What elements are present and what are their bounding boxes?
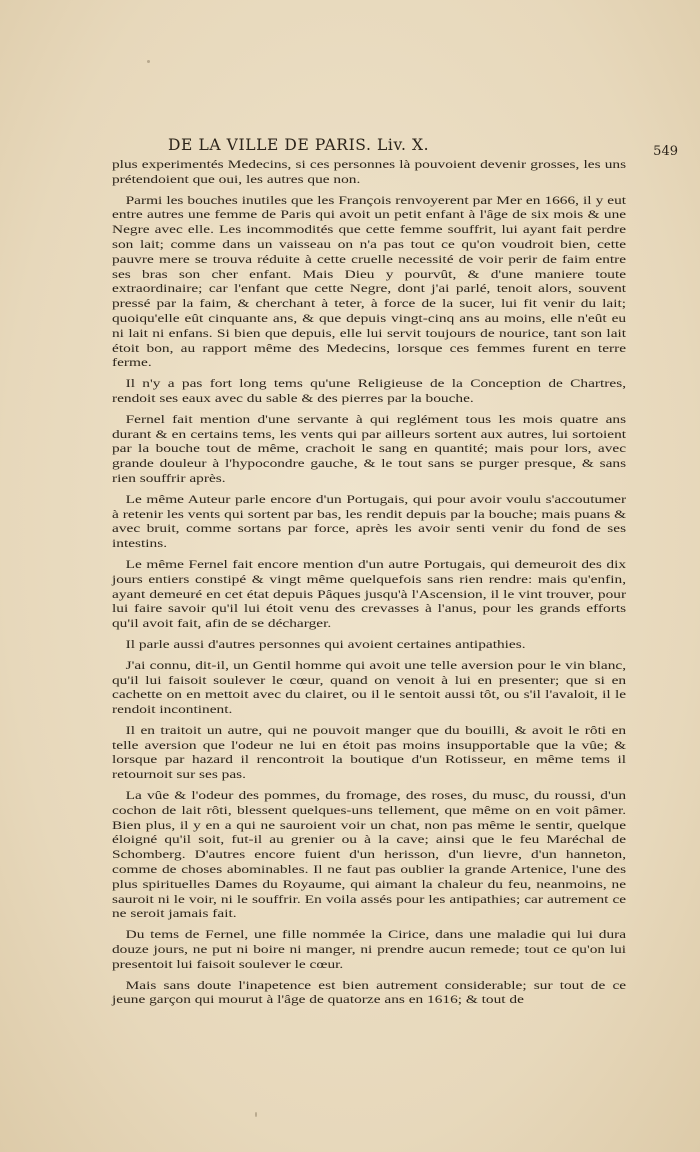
paragraph: La vûe & l'odeur des pommes, du fromage, des roses, du musc, du roussi, d'un cochon de lait rôti, blessent quelques-uns tellement, que même on en voit pâmer. Bien plus, il y en a qui ne sauroient voir un chat, non pas même le sentir, quelque éloigné qu'il soit, fut-il au grenier ou à la cave; ainsi que le feu Maréchal de Schomberg. D'autres encore fuient d'un herisson, d'un lievre, d'un hanneton, comme de choses abominables. Il ne faut pas oublier la grande Artenice, l'une des plus spirituelles Dames du Royaume, qui aimant la chaleur du feu, neanmoins, ne sauroit ni le voir, ni le souffrir. En voila assés pour les antipathies; car autrement ce ne seroit jamais fait. [112, 790, 627, 921]
body-text [112, 158, 626, 1014]
paper-speck [255, 1112, 257, 1117]
paragraph: Il en traitoit un autre, qui ne pouvoit manger que du bouilli, & avoit le rôti en telle aversion que l'odeur ne lui en étoit pas moins insupportable que la vûe; & lorsque par hazard il rencontroit la boutique d'un Rotisseur, en même tems il retournoit sur ses pas. [112, 724, 627, 782]
paragraph: Il n'y a pas fort long tems qu'une Religieuse de la Conception de Chartres, rendoit ses eaux avec du sable & des pierres par la bouche. [112, 378, 627, 405]
running-title: DE LA VILLE DE PARIS. Liv. X. [168, 136, 430, 154]
paragraph: Le même Auteur parle encore d'un Portugais, qui pour avoir voulu s'accoutumer à retenir les vents qui sortent par bas, les rendit depuis par la bouche; mais puans & avec bruit, comme sortans par force, après les avoir senti venir du fond de ses intestins. [112, 493, 627, 551]
page-number: 549 [653, 144, 678, 159]
paragraph: J'ai connu, dit-il, un Gentil homme qui avoit une telle aversion pour le vin blanc, qu'il lui faisoit soulever le cœur, quand on venoit à lui en presenter; que si en cachette on en mettoit avec du clairet, ou il le sentoit aussi tôt, ou s'il l'avaloit, il le rendoit incontinent. [112, 659, 627, 717]
paragraph: Il parle aussi d'autres personnes qui avoient certaines antipathies. [125, 638, 526, 651]
paragraph: plus experimentés Medecins, si ces personnes là pouvoient devenir grosses, les uns prétendoient que oui, les autres que non. [112, 159, 627, 186]
page-header [168, 136, 678, 158]
paragraph: Fernel fait mention d'une servante à qui reglément tous les mois quatre ans durant & en certains tems, les vents qui par ailleurs sortent aux autres, lui sortoient par la bouche tout de même, crachoit le sang en quantité; mais pour lors, avec grande douleur à l'hypocondre gauche, & le tout sans se purger presque, & sans rien souffrir après. [112, 413, 627, 485]
paragraph: Du tems de Fernel, une fille nommée la Cirice, dans une maladie qui lui dura douze jours, ne put ni boire ni manger, ni prendre aucun remede; tout ce qu'on lui presentoit lui faisoit soulever le cœur. [112, 929, 627, 971]
paragraph: Le même Fernel fait encore mention d'un autre Portugais, qui demeuroit des dix jours entiers constipé & vingt même quelquefois sans rien rendre: mais qu'enfin, ayant demeuré en cet état depuis Pâques jusqu'à l'Ascension, il le vint trouver, pour lui faire savoir qu'il lui étoit venu des crevasses à l'anus, pour les grands efforts qu'il avoit fait, afin de se décharger. [112, 558, 627, 631]
paragraph: Parmi les bouches inutiles que les François renvoyerent par Mer en 1666, il y eut entre autres une femme de Paris qui avoit un petit enfant à l'âge de six mois & une Negre avec elle. Les incommodités que cette femme souffrit, lui ayant fait perdre son lait; comme dans un vaisseau on n'a pas tout ce qu'on voudroit bien, cette pauvre mere se trouva réduite à cette cruelle necessité de voir perir de faim entre ses bras son cher enfant. Mais Dieu y pourvût, & d'une maniere toute extraordinaire; car l'enfant que cette Negre, dont j'ai parlé, tenoit alors, souvent pressé par la faim, & cherchant à teter, à force de la sucer, lui fit venir du lait; quoiqu'elle eût cinquante ans, & que depuis vingt-cinq ans au moins, elle n'eût eu ni lait ni enfans. Si bien que depuis, elle lui servit toujours de nourice, tant son lait étoit bon, au rapport même des Medecins, lorsque ces femmes furent en terre ferme. [112, 194, 627, 370]
paragraph: Mais sans doute l'inapetence est bien autrement considerable; sur tout de ce jeune garçon qui mourut à l'âge de quatorze ans en 1616; & tout de [112, 979, 627, 1007]
paper-speck [147, 60, 150, 63]
